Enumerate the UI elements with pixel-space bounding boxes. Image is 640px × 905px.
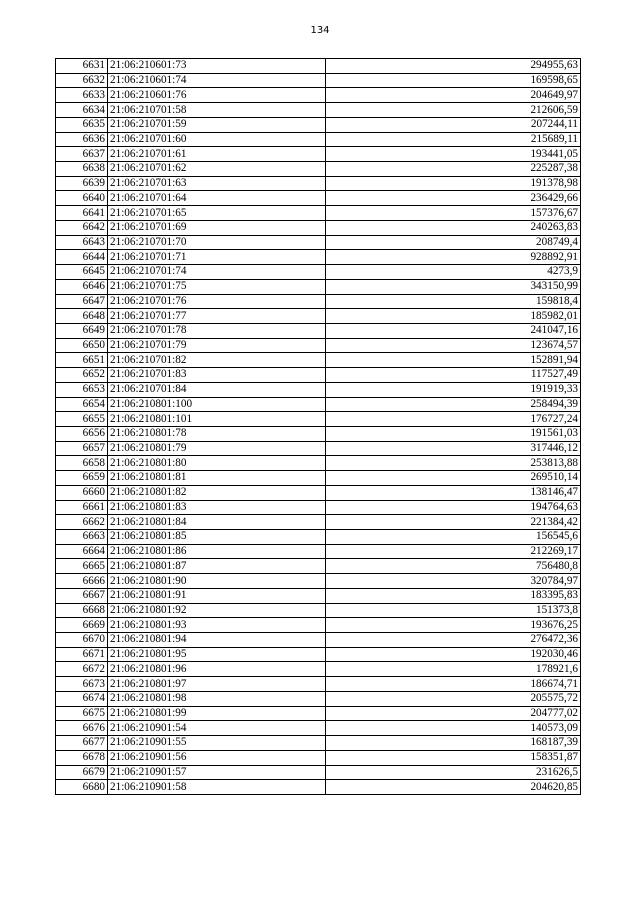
row-number-cell: 6644 xyxy=(56,250,108,265)
value-cell: 183395,83 xyxy=(326,588,581,603)
cadastral-number-cell: 21:06:210801:86 xyxy=(108,544,326,559)
cadastral-number-cell: 21:06:210701:61 xyxy=(108,147,326,162)
value-cell: 191378,98 xyxy=(326,176,581,191)
value-cell: 192030,46 xyxy=(326,647,581,662)
table-row xyxy=(56,721,581,736)
table-row xyxy=(56,265,581,280)
row-number-cell: 6656 xyxy=(56,426,108,441)
value-cell: 212269,17 xyxy=(326,544,581,559)
table-row xyxy=(56,456,581,471)
table-row xyxy=(56,662,581,677)
table-row xyxy=(56,73,581,88)
cadastral-number-cell: 21:06:210801:96 xyxy=(108,662,326,677)
value-cell: 169598,65 xyxy=(326,73,581,88)
table-row xyxy=(56,603,581,618)
value-cell: 756480,8 xyxy=(326,559,581,574)
value-cell: 117527,49 xyxy=(326,368,581,383)
row-number-cell: 6658 xyxy=(56,456,108,471)
cadastral-number-cell: 21:06:210701:76 xyxy=(108,294,326,309)
cadastral-number-cell: 21:06:210801:84 xyxy=(108,515,326,530)
cadastral-number-cell: 21:06:210901:56 xyxy=(108,750,326,765)
value-cell: 225287,38 xyxy=(326,162,581,177)
value-cell: 204777,02 xyxy=(326,706,581,721)
row-number-cell: 6631 xyxy=(56,59,108,74)
value-cell: 221384,42 xyxy=(326,515,581,530)
row-number-cell: 6655 xyxy=(56,412,108,427)
value-cell: 928892,91 xyxy=(326,250,581,265)
value-cell: 204620,85 xyxy=(326,780,581,795)
row-number-cell: 6643 xyxy=(56,235,108,250)
row-number-cell: 6665 xyxy=(56,559,108,574)
value-cell: 208749,4 xyxy=(326,235,581,250)
value-cell: 241047,16 xyxy=(326,323,581,338)
value-cell: 185982,01 xyxy=(326,309,581,324)
value-cell: 240263,83 xyxy=(326,220,581,235)
row-number-cell: 6679 xyxy=(56,765,108,780)
table-row xyxy=(56,191,581,206)
cadastral-number-cell: 21:06:210801:90 xyxy=(108,574,326,589)
cadastral-number-cell: 21:06:210701:82 xyxy=(108,353,326,368)
value-cell: 123674,57 xyxy=(326,338,581,353)
row-number-cell: 6674 xyxy=(56,691,108,706)
cadastral-number-cell: 21:06:210901:57 xyxy=(108,765,326,780)
row-number-cell: 6666 xyxy=(56,574,108,589)
cadastral-number-cell: 21:06:210701:65 xyxy=(108,206,326,221)
row-number-cell: 6650 xyxy=(56,338,108,353)
table-row xyxy=(56,117,581,132)
value-cell: 236429,66 xyxy=(326,191,581,206)
row-number-cell: 6657 xyxy=(56,441,108,456)
cadastral-number-cell: 21:06:210701:69 xyxy=(108,220,326,235)
row-number-cell: 6678 xyxy=(56,750,108,765)
row-number-cell: 6649 xyxy=(56,323,108,338)
table-row xyxy=(56,338,581,353)
row-number-cell: 6634 xyxy=(56,103,108,118)
row-number-cell: 6653 xyxy=(56,382,108,397)
cadastral-number-cell: 21:06:210801:91 xyxy=(108,588,326,603)
value-cell: 159818,4 xyxy=(326,294,581,309)
row-number-cell: 6676 xyxy=(56,721,108,736)
cadastral-number-cell: 21:06:210801:81 xyxy=(108,471,326,486)
table-row xyxy=(56,588,581,603)
row-number-cell: 6680 xyxy=(56,780,108,795)
cadastral-number-cell: 21:06:210901:58 xyxy=(108,780,326,795)
row-number-cell: 6651 xyxy=(56,353,108,368)
table-row xyxy=(56,677,581,692)
value-cell: 212606,59 xyxy=(326,103,581,118)
row-number-cell: 6675 xyxy=(56,706,108,721)
value-cell: 258494,39 xyxy=(326,397,581,412)
table-body xyxy=(56,59,581,795)
table-row xyxy=(56,250,581,265)
value-cell: 204649,97 xyxy=(326,88,581,103)
row-number-cell: 6677 xyxy=(56,736,108,751)
value-cell: 168187,39 xyxy=(326,736,581,751)
table-row xyxy=(56,500,581,515)
table-row xyxy=(56,294,581,309)
cadastral-number-cell: 21:06:210801:101 xyxy=(108,412,326,427)
row-number-cell: 6637 xyxy=(56,147,108,162)
table-row xyxy=(56,323,581,338)
table-row xyxy=(56,132,581,147)
row-number-cell: 6632 xyxy=(56,73,108,88)
row-number-cell: 6672 xyxy=(56,662,108,677)
table-row xyxy=(56,309,581,324)
table-row xyxy=(56,471,581,486)
cadastral-number-cell: 21:06:210601:76 xyxy=(108,88,326,103)
cadastral-number-cell: 21:06:210801:79 xyxy=(108,441,326,456)
table-row xyxy=(56,412,581,427)
value-cell: 320784,97 xyxy=(326,574,581,589)
cadastral-number-cell: 21:06:210901:54 xyxy=(108,721,326,736)
table-row xyxy=(56,750,581,765)
row-number-cell: 6636 xyxy=(56,132,108,147)
table-row xyxy=(56,441,581,456)
cadastral-number-cell: 21:06:210801:80 xyxy=(108,456,326,471)
cadastral-number-cell: 21:06:210801:97 xyxy=(108,677,326,692)
value-cell: 294955,63 xyxy=(326,59,581,74)
cadastral-number-cell: 21:06:210801:98 xyxy=(108,691,326,706)
cadastral-number-cell: 21:06:210801:95 xyxy=(108,647,326,662)
cadastral-number-cell: 21:06:210701:63 xyxy=(108,176,326,191)
cadastral-number-cell: 21:06:210701:78 xyxy=(108,323,326,338)
value-cell: 215689,11 xyxy=(326,132,581,147)
cadastral-number-cell: 21:06:210801:82 xyxy=(108,485,326,500)
row-number-cell: 6659 xyxy=(56,471,108,486)
table-row xyxy=(56,176,581,191)
table-row xyxy=(56,485,581,500)
row-number-cell: 6640 xyxy=(56,191,108,206)
table-row xyxy=(56,736,581,751)
table-row xyxy=(56,544,581,559)
row-number-cell: 6668 xyxy=(56,603,108,618)
row-number-cell: 6664 xyxy=(56,544,108,559)
table-row xyxy=(56,88,581,103)
table-row xyxy=(56,397,581,412)
row-number-cell: 6638 xyxy=(56,162,108,177)
table-row xyxy=(56,220,581,235)
table-row xyxy=(56,147,581,162)
cadastral-number-cell: 21:06:210701:71 xyxy=(108,250,326,265)
table-row xyxy=(56,382,581,397)
value-cell: 193676,25 xyxy=(326,618,581,633)
value-cell: 276472,36 xyxy=(326,633,581,648)
cadastral-number-cell: 21:06:210801:94 xyxy=(108,633,326,648)
table-row xyxy=(56,706,581,721)
cadastral-number-cell: 21:06:210801:83 xyxy=(108,500,326,515)
table-row xyxy=(56,515,581,530)
row-number-cell: 6667 xyxy=(56,588,108,603)
table-row xyxy=(56,162,581,177)
cadastral-number-cell: 21:06:210901:55 xyxy=(108,736,326,751)
table-row xyxy=(56,59,581,74)
row-number-cell: 6645 xyxy=(56,265,108,280)
cadastral-number-cell: 21:06:210801:92 xyxy=(108,603,326,618)
row-number-cell: 6670 xyxy=(56,633,108,648)
cadastral-number-cell: 21:06:210701:64 xyxy=(108,191,326,206)
cadastral-number-cell: 21:06:210701:83 xyxy=(108,368,326,383)
value-cell: 343150,99 xyxy=(326,279,581,294)
table-row xyxy=(56,633,581,648)
cadastral-number-cell: 21:06:210601:73 xyxy=(108,59,326,74)
value-cell: 140573,09 xyxy=(326,721,581,736)
row-number-cell: 6654 xyxy=(56,397,108,412)
value-cell: 158351,87 xyxy=(326,750,581,765)
cadastral-number-cell: 21:06:210701:75 xyxy=(108,279,326,294)
row-number-cell: 6652 xyxy=(56,368,108,383)
cadastral-number-cell: 21:06:210801:87 xyxy=(108,559,326,574)
table-row xyxy=(56,235,581,250)
value-cell: 176727,24 xyxy=(326,412,581,427)
row-number-cell: 6663 xyxy=(56,530,108,545)
value-cell: 231626,5 xyxy=(326,765,581,780)
row-number-cell: 6662 xyxy=(56,515,108,530)
cadastral-number-cell: 21:06:210801:100 xyxy=(108,397,326,412)
value-cell: 193441,05 xyxy=(326,147,581,162)
cadastral-number-cell: 21:06:210801:99 xyxy=(108,706,326,721)
table-row xyxy=(56,765,581,780)
table-row xyxy=(56,368,581,383)
value-cell: 151373,8 xyxy=(326,603,581,618)
registry-table xyxy=(55,58,581,795)
row-number-cell: 6648 xyxy=(56,309,108,324)
value-cell: 138146,47 xyxy=(326,485,581,500)
row-number-cell: 6669 xyxy=(56,618,108,633)
cadastral-number-cell: 21:06:210701:70 xyxy=(108,235,326,250)
table-row xyxy=(56,691,581,706)
table-row xyxy=(56,103,581,118)
table-row xyxy=(56,647,581,662)
cadastral-number-cell: 21:06:210701:59 xyxy=(108,117,326,132)
table-row xyxy=(56,530,581,545)
cadastral-number-cell: 21:06:210701:84 xyxy=(108,382,326,397)
row-number-cell: 6647 xyxy=(56,294,108,309)
cadastral-number-cell: 21:06:210701:79 xyxy=(108,338,326,353)
cadastral-number-cell: 21:06:210801:78 xyxy=(108,426,326,441)
row-number-cell: 6633 xyxy=(56,88,108,103)
value-cell: 194764,63 xyxy=(326,500,581,515)
row-number-cell: 6660 xyxy=(56,485,108,500)
cadastral-number-cell: 21:06:210701:60 xyxy=(108,132,326,147)
row-number-cell: 6641 xyxy=(56,206,108,221)
table-row xyxy=(56,426,581,441)
value-cell: 4273,9 xyxy=(326,265,581,280)
cadastral-number-cell: 21:06:210701:62 xyxy=(108,162,326,177)
value-cell: 191561,03 xyxy=(326,426,581,441)
table-row xyxy=(56,206,581,221)
value-cell: 186674,71 xyxy=(326,677,581,692)
table-row xyxy=(56,559,581,574)
cadastral-number-cell: 21:06:210601:74 xyxy=(108,73,326,88)
row-number-cell: 6671 xyxy=(56,647,108,662)
row-number-cell: 6646 xyxy=(56,279,108,294)
row-number-cell: 6635 xyxy=(56,117,108,132)
table-row xyxy=(56,574,581,589)
page-number: 134 xyxy=(310,25,330,36)
table-row xyxy=(56,780,581,795)
value-cell: 205575,72 xyxy=(326,691,581,706)
cadastral-number-cell: 21:06:210801:93 xyxy=(108,618,326,633)
value-cell: 253813,88 xyxy=(326,456,581,471)
value-cell: 157376,67 xyxy=(326,206,581,221)
row-number-cell: 6673 xyxy=(56,677,108,692)
cadastral-number-cell: 21:06:210801:85 xyxy=(108,530,326,545)
cadastral-number-cell: 21:06:210701:74 xyxy=(108,265,326,280)
value-cell: 152891,94 xyxy=(326,353,581,368)
value-cell: 191919,33 xyxy=(326,382,581,397)
cadastral-number-cell: 21:06:210701:77 xyxy=(108,309,326,324)
value-cell: 178921,6 xyxy=(326,662,581,677)
table-row xyxy=(56,279,581,294)
value-cell: 269510,14 xyxy=(326,471,581,486)
row-number-cell: 6639 xyxy=(56,176,108,191)
value-cell: 317446,12 xyxy=(326,441,581,456)
value-cell: 207244,11 xyxy=(326,117,581,132)
value-cell: 156545,6 xyxy=(326,530,581,545)
row-number-cell: 6661 xyxy=(56,500,108,515)
cadastral-number-cell: 21:06:210701:58 xyxy=(108,103,326,118)
table-row xyxy=(56,618,581,633)
row-number-cell: 6642 xyxy=(56,220,108,235)
table-row xyxy=(56,353,581,368)
